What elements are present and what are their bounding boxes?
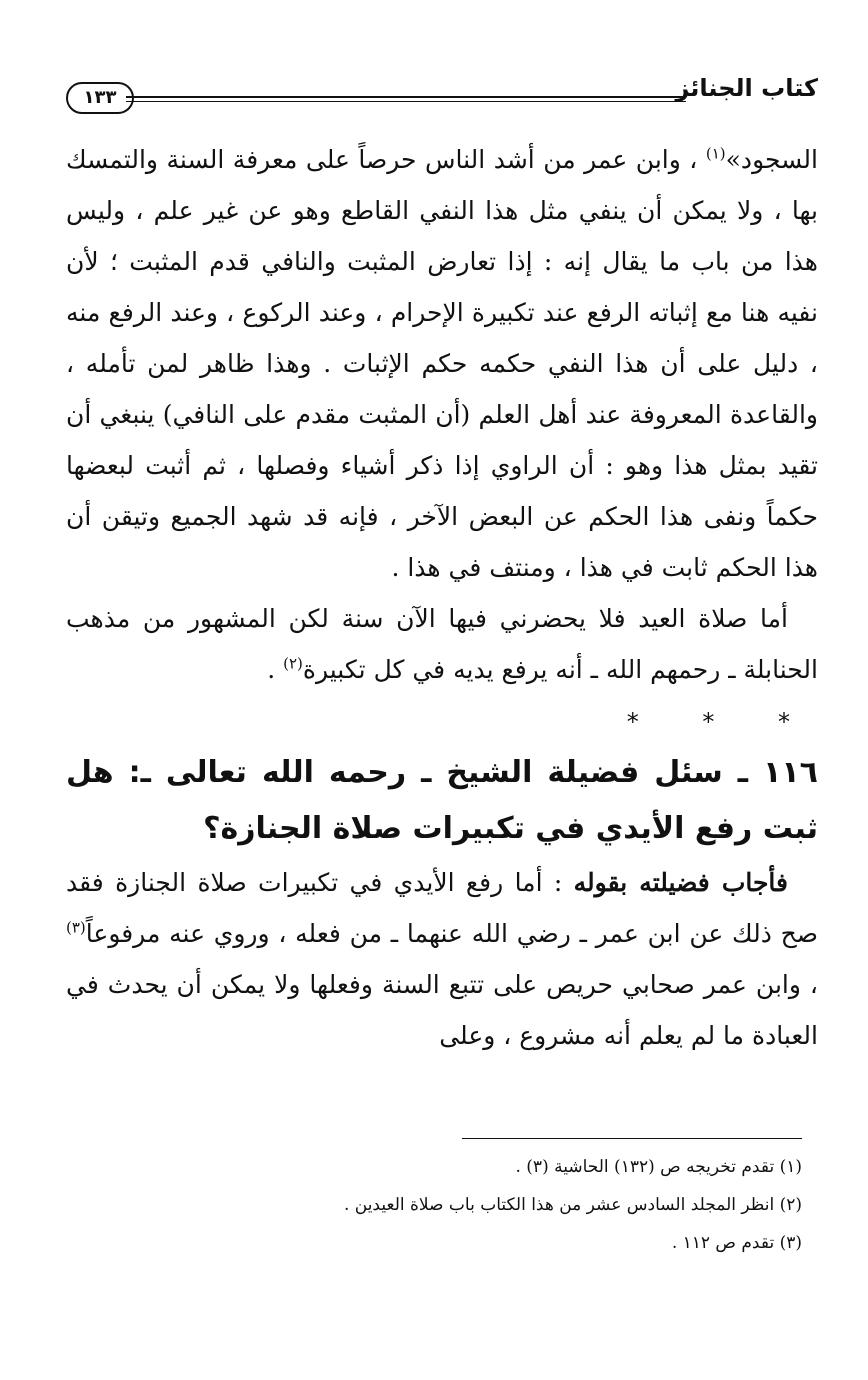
footnotes	[50, 1148, 802, 1262]
footnote-2: (٢) انظر المجلد السادس عشر من هذا الكتاب باب صلاة العيدين .	[343, 1195, 802, 1215]
chapter-title: كتاب الجنائز	[675, 74, 818, 102]
paragraph-1-text-b: ، وابن عمر من أشد الناس حرصاً على معرفة السنة والتمسك بها ، ولا يمكن أن ينفي مثل هذا النفي القاطع وهو عن غير علم ، وليس هذا من باب ما يقال إنه : إذا تعارض المثبت والنافي قدم المثبت ؛ لأن نفيه هنا مع إثباته الرفع عند تكبيرة الإحرام ، وعند الركوع ، وعند الرفع منه ، دليل على أن هذا النفي حكمه حكم الإثبات . وهذا ظاهر لمن تأمله ، والقاعدة المعروفة عند أهل العلم (أن المثبت مقدم على النافي) ينبغي أن تقيد بمثل هذا وهو : أن الراوي إذا ذكر أشياء وفصلها ، ثم أثبت لبعضها حكماً ونفى هذا الحكم عن البعض الآخر ، فإنه قد شهد الجميع وتيقن أن هذا الحكم ثابت في هذا ، ومنتف في هذا .	[66, 145, 818, 582]
paragraph-2-text-a: أما صلاة العيد فلا يحضرني فيها الآن سنة لكن المشهور من مذهب الحنابلة ـ رحمهم الله ـ أنه يرفع يديه في كل تكبيرة	[66, 604, 818, 684]
answer-lead: فأجاب فضيلته بقوله	[573, 868, 788, 897]
question-heading: ١١٦ ـ سئل فضيلة الشيخ ـ رحمه الله تعالى ـ: هل ثبت رفع الأيدي في تكبيرات صلاة الجنازة؟	[66, 755, 818, 846]
footnote-ref-3: (٣)	[66, 918, 86, 937]
page-number: ١٣٣	[66, 82, 134, 114]
section-divider: * * *	[626, 708, 818, 736]
main-text	[66, 134, 818, 1061]
header-rule	[126, 96, 686, 102]
paragraph-3	[66, 857, 818, 1061]
paragraph-1-text-a: السجود»	[725, 145, 818, 174]
footnote-1: (١) تقدم تخريجه ص (١٣٢) الحاشية (٣) .	[515, 1157, 802, 1177]
paragraph-1	[66, 134, 818, 593]
footnote-ref-1: (١)	[705, 144, 726, 163]
footnote-rule	[462, 1138, 802, 1139]
footnote-ref-2: (٢)	[283, 654, 303, 673]
running-header	[66, 72, 818, 116]
paragraph-2-text-b: .	[267, 655, 284, 684]
footnote-3: (٣) تقدم ص ١١٢ .	[671, 1233, 802, 1253]
paragraph-3-text-b: ، وابن عمر صحابي حريص على تتبع السنة وفعلها ولا يمكن أن يحدث في العبادة ما لم يعلم أنه مشروع ، وعلى	[66, 970, 819, 1050]
paragraph-2	[66, 593, 818, 695]
paragraph-3-text-a: : أما رفع الأيدي في تكبيرات صلاة الجنازة فقد صح ذلك عن ابن عمر ـ رضي الله عنهما ـ من فعله ، وروي عنه مرفوعاً	[66, 868, 818, 948]
